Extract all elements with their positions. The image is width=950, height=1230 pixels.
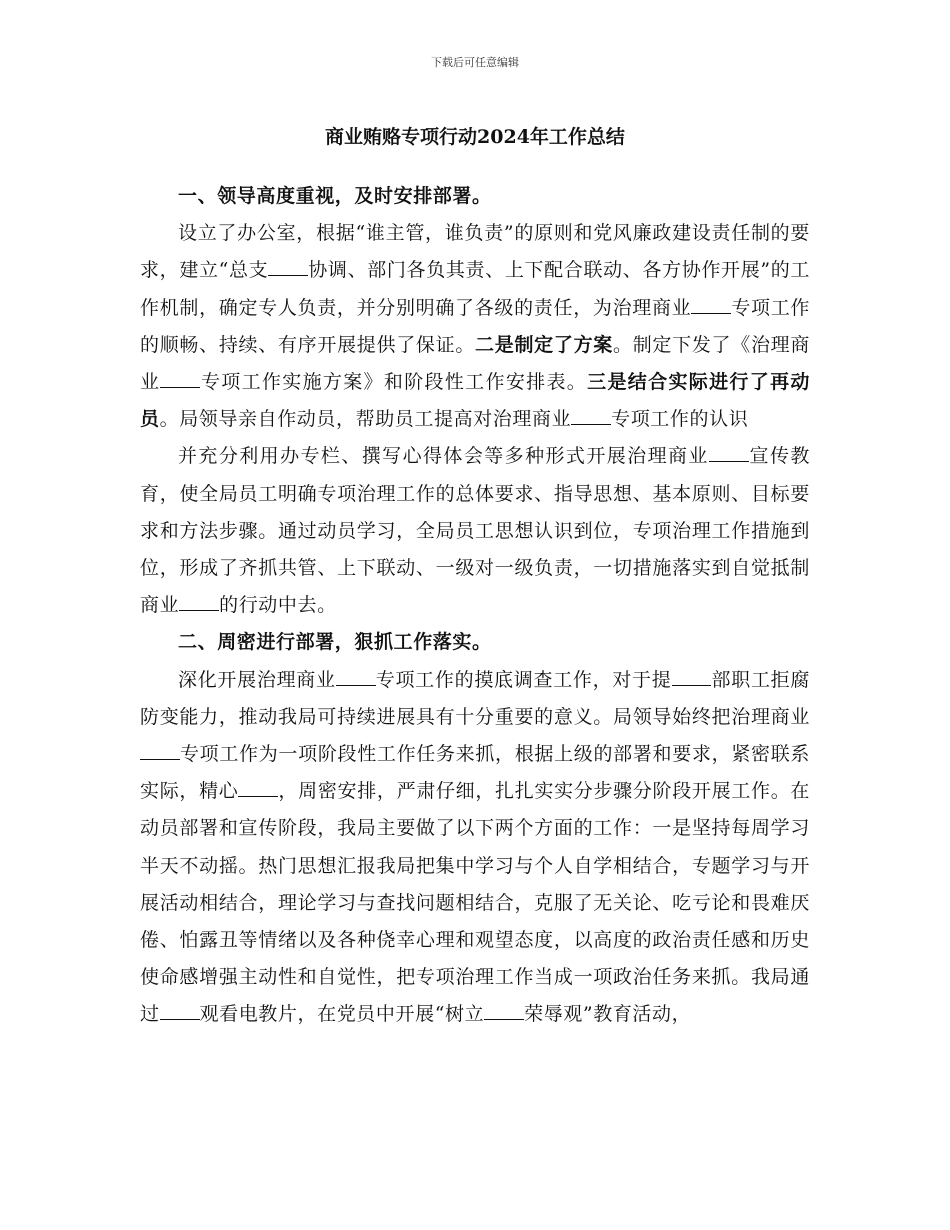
blank-line [571,406,611,425]
section-2-heading: 二、周密进行部署，狠抓工作落实。 [178,631,492,654]
bold-phrase: 二是制定了方案 [475,333,614,356]
section-2-paragraph-1: 深化开展治理商业 专项工作的摸底调查工作，对于提 部职工拒腐防变能力，推动我局可持续进展具有十分重要的意义。局领导始终把治理商业专项工作为一项阶段性工作任务来抓，根据上级的部署和要求，紧密联系实际，精心 ，周密安排，严肃仔细，扎扎实实分步骤分阶段开展工作。在动员部署和宣传阶段，我局主要做了以下两个方面的工作：一是坚持每周学习半天不动摇。热门思想汇报我局把集中学习与个人自学相结合，专题学习与开展活动相结合，理论学习与查找问题相结合，克服了无关论、吃亏论和畏难厌倦、怕露丑等情绪以及各种侥幸心理和观望态度，以高度的政治责任感和历史使命感增强主动性和自觉性，把专项治理工作当成一项政治任务来抓。我局通过 观看电教片，在党员中开展“树立 荣辱观”教育活动， [140,662,810,1034]
blank-line [268,257,308,276]
blank-line [336,667,376,686]
blank-line [691,295,731,314]
blank-line [238,778,278,797]
section-1-paragraph-1: 设立了办公室，根据“谁主管，谁负责”的原则和党风廉政建设责任制的要求，建立“总支 协调、部门各负其责、上下配合联动、各方协作开展”的工作机制，确定专人负责，并分别明确了各级的责任，为治理商业 专项工作的顺畅、持续、有序开展提供了保证。二是制定了方案。制定下发了《治理商业 专项工作实施方案》和阶段性工作安排表。三是结合实际进行了再动员。局领导亲自作动员，帮助员工提高对治理商业 专项工作的认识 [140,222,810,431]
blank-line [484,1001,524,1020]
blank-line [709,443,749,462]
document-title: 商业贿赂专项行动2024年工作总结 [325,126,625,148]
blank-line [140,741,180,760]
blank-line [160,1001,200,1020]
section-1-heading: 一、领导高度重视，及时安排部署。 [178,185,492,207]
section-1-paragraph-2: 并充分利用办专栏、撰写心得体会等多种形式开展治理商业 宣传教育，使全局员工明确专项治理工作的总体要求、指导思想、基本原则、目标要求和方法步骤。通过动员学习，全局员工思想认识到位，专项治理工作措施到位，形成了齐抓共管、上下联动、一级对一级负责，一切措施落实到自觉抵制商业 的行动中去。 [140,438,810,624]
page-header-note: 下载后可任意编辑 [431,56,519,69]
bold-phrase: 三是结合实际进行了再动员 [140,371,810,431]
blank-line [179,592,219,611]
blank-line [672,667,712,686]
blank-line [160,369,200,388]
document-body [140,122,810,1034]
